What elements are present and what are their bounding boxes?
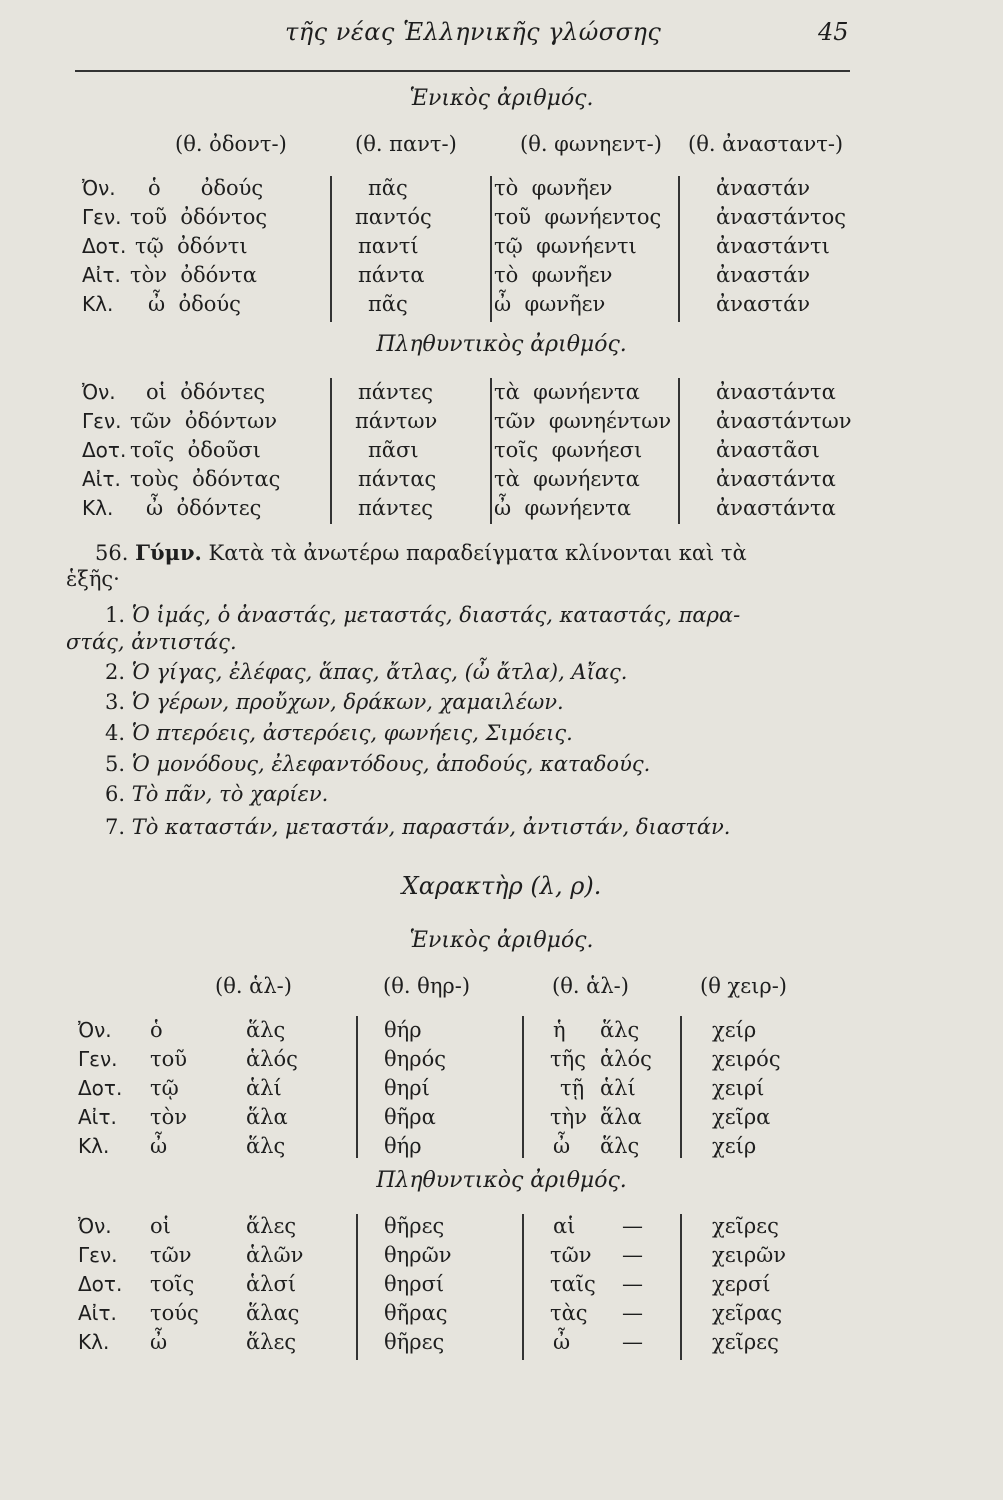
item-number: 3. bbox=[105, 690, 126, 714]
section-title-2: Χαρακτὴρ (λ, ρ). bbox=[401, 872, 602, 900]
cell: χεῖρα bbox=[712, 1105, 771, 1129]
case-label: Αἰτ. bbox=[82, 467, 121, 491]
stems-row-1 bbox=[0, 132, 1003, 162]
cell: ὦ ὀδούς bbox=[148, 292, 241, 316]
case-label: Ὀν. bbox=[78, 1018, 112, 1042]
article: ἡ bbox=[553, 1018, 566, 1042]
cell: θήρ bbox=[384, 1018, 422, 1042]
exercise-item bbox=[105, 782, 328, 806]
item-number: 2. bbox=[105, 660, 126, 684]
cell: χειρί bbox=[712, 1076, 765, 1100]
cell: θηρῶν bbox=[384, 1243, 452, 1267]
table-row bbox=[0, 1105, 1003, 1135]
cell: ἅλς bbox=[246, 1134, 286, 1158]
cell: τὰ φωνήεντα bbox=[494, 467, 640, 491]
article: οἱ bbox=[150, 1214, 171, 1238]
cell: χειρῶν bbox=[712, 1243, 787, 1267]
item-number: 5. bbox=[105, 752, 126, 776]
article: τῷ bbox=[150, 1076, 179, 1100]
cell: οἱ ὀδόντες bbox=[146, 380, 266, 404]
cell: τοῦ φωνήεντος bbox=[494, 205, 662, 229]
singular-heading-2: Ἑνικὸς ἀριθμός. bbox=[409, 928, 594, 953]
cell: ἅλα bbox=[600, 1105, 642, 1129]
cell: τῶν ὀδόντων bbox=[130, 409, 278, 433]
cell: τὰ φωνήεντα bbox=[494, 380, 640, 404]
item-text: Τὸ πᾶν, τὸ χαρίεν. bbox=[131, 782, 329, 806]
exercise-intro-cont: ἑξῆς· bbox=[66, 567, 120, 591]
stem: (θ. ἁλ-) bbox=[215, 974, 292, 998]
cell: τοῖς φωνήεσι bbox=[494, 438, 643, 462]
article: ὦ bbox=[150, 1134, 168, 1158]
case-label: Δοτ. bbox=[78, 1076, 123, 1100]
cell: — bbox=[622, 1301, 643, 1325]
cell: τῷ φωνήεντι bbox=[494, 234, 637, 258]
exercise-label: Γύμν. bbox=[135, 540, 202, 565]
table-row bbox=[0, 1018, 1003, 1048]
cell: πᾶς bbox=[368, 176, 408, 200]
cell: τοῖς ὀδοῦσι bbox=[130, 438, 261, 462]
table-row bbox=[0, 292, 1003, 322]
article: τοῖς bbox=[150, 1272, 195, 1296]
cell: ἅλς bbox=[600, 1018, 640, 1042]
exercise-item bbox=[105, 815, 730, 839]
exercise-item bbox=[105, 660, 627, 684]
case-label: Ὀν. bbox=[78, 1214, 112, 1238]
cell: πᾶσι bbox=[368, 438, 419, 462]
article: αἱ bbox=[553, 1214, 576, 1238]
cell: ἀναστάντα bbox=[716, 467, 836, 491]
stem: (θ. θηρ-) bbox=[383, 974, 471, 998]
cell: τοὺς ὀδόντας bbox=[130, 467, 281, 491]
cell: πάντα bbox=[358, 263, 425, 287]
item-text: Τὸ καταστάν, μεταστάν, παραστάν, ἀντιστάν, διαστάν. bbox=[131, 815, 731, 839]
case-label: Κλ. bbox=[78, 1330, 110, 1354]
cell: πάντες bbox=[358, 380, 434, 404]
cell: τὸ φωνῆεν bbox=[494, 176, 613, 200]
case-label: Αἰτ. bbox=[82, 263, 121, 287]
case-label: Ὀν. bbox=[82, 380, 116, 404]
item-text: στάς, ἀντιστάς. bbox=[66, 630, 237, 654]
exercise-item bbox=[105, 721, 573, 745]
article: τῶν bbox=[550, 1243, 592, 1267]
cell: τὸν ὀδόντα bbox=[130, 263, 257, 287]
article: τῇ bbox=[560, 1076, 585, 1100]
table-row bbox=[0, 1272, 1003, 1302]
cell: θῆρας bbox=[384, 1301, 448, 1325]
cell: ἅλα bbox=[246, 1105, 288, 1129]
singular-heading-1: Ἑνικὸς ἀριθμός. bbox=[409, 86, 594, 111]
cell: πᾶς bbox=[368, 292, 408, 316]
item-number: 7. bbox=[105, 815, 126, 839]
plural-heading-1: Πληθυντικὸς ἀριθμός. bbox=[376, 332, 627, 357]
page-number: 45 bbox=[818, 18, 849, 46]
header-rule bbox=[75, 70, 850, 72]
exercise-item bbox=[105, 603, 740, 627]
cell: θήρ bbox=[384, 1134, 422, 1158]
table-row bbox=[0, 205, 1003, 235]
cell: θηρί bbox=[384, 1076, 430, 1100]
stem: (θ. παντ-) bbox=[355, 132, 457, 156]
cell: πάντων bbox=[355, 409, 438, 433]
cell: ἁλός bbox=[246, 1047, 298, 1071]
cell: χείρ bbox=[712, 1134, 757, 1158]
cell: ἁλσί bbox=[246, 1272, 297, 1296]
stem: (θ. ὀδοντ-) bbox=[175, 132, 287, 156]
article: τοῦ bbox=[150, 1047, 188, 1071]
cell: ἅλας bbox=[246, 1301, 300, 1325]
table-row bbox=[0, 1301, 1003, 1331]
stem: (θ. ἁλ-) bbox=[552, 974, 629, 998]
table-row bbox=[0, 438, 1003, 468]
article: τὴν bbox=[550, 1105, 587, 1129]
running-title: τῆς νέας Ἑλληνικῆς γλώσσης bbox=[285, 18, 662, 46]
table-row bbox=[0, 467, 1003, 497]
cell: ὦ φωνήεντα bbox=[494, 496, 632, 520]
article: τὰς bbox=[550, 1301, 588, 1325]
table-row bbox=[0, 1134, 1003, 1164]
cell: παντί bbox=[358, 234, 419, 258]
cell: χεῖρας bbox=[712, 1301, 783, 1325]
case-label: Δοτ. bbox=[82, 438, 127, 462]
cell: παντός bbox=[355, 205, 432, 229]
table-row bbox=[0, 263, 1003, 293]
cell: ἅλς bbox=[246, 1018, 286, 1042]
cell: ἅλες bbox=[246, 1330, 297, 1354]
exercise-item bbox=[66, 630, 237, 654]
cell: ὁ ὀδούς bbox=[148, 176, 264, 200]
page-header bbox=[0, 14, 1003, 54]
exercise-intro-text: Κατὰ τὰ ἀνωτέρω παραδείγματα κλίνονται καὶ τὰ bbox=[201, 541, 747, 565]
cell: τοῦ ὀδόντος bbox=[130, 205, 268, 229]
cell: — bbox=[622, 1330, 643, 1354]
item-text: Ὁ μονόδους, ἐλεφαντόδους, ἀποδούς, καταδούς. bbox=[131, 752, 651, 776]
cell: ὦ ὀδόντες bbox=[146, 496, 262, 520]
cell: ἁλί bbox=[246, 1076, 282, 1100]
cell: ἀναστάντος bbox=[716, 205, 847, 229]
article: τῆς bbox=[550, 1047, 586, 1071]
exercise-number: 56. bbox=[95, 541, 129, 565]
cell: ἀναστάν bbox=[716, 176, 811, 200]
cell: θηρσί bbox=[384, 1272, 445, 1296]
cell: — bbox=[622, 1272, 643, 1296]
table-row bbox=[0, 176, 1003, 206]
cell: θῆρες bbox=[384, 1330, 445, 1354]
cell: — bbox=[622, 1214, 643, 1238]
stem: (θ. ἀνασταντ-) bbox=[688, 132, 844, 156]
case-label: Δοτ. bbox=[78, 1272, 123, 1296]
cell: ἀναστάντα bbox=[716, 496, 836, 520]
stem: (θ χειρ-) bbox=[700, 974, 787, 998]
cell: χεῖρες bbox=[712, 1214, 779, 1238]
item-text: Ὁ γέρων, προὔχων, δράκων, χαμαιλέων. bbox=[131, 690, 564, 714]
cell: ἀναστάντα bbox=[716, 380, 836, 404]
cell: χειρός bbox=[712, 1047, 781, 1071]
article: ὦ bbox=[553, 1134, 571, 1158]
exercise-intro bbox=[95, 540, 747, 565]
cell: ὦ φωνῆεν bbox=[494, 292, 606, 316]
cell: ἀναστᾶσι bbox=[716, 438, 820, 462]
article: τὸν bbox=[150, 1105, 188, 1129]
cell: ἀναστάν bbox=[716, 292, 811, 316]
case-label: Γεν. bbox=[82, 205, 122, 229]
table-row bbox=[0, 1076, 1003, 1106]
cell: χεῖρες bbox=[712, 1330, 779, 1354]
case-label: Κλ. bbox=[82, 496, 114, 520]
cell: ἀναστάντι bbox=[716, 234, 830, 258]
case-label: Δοτ. bbox=[82, 234, 127, 258]
stems-row-2 bbox=[0, 974, 1003, 1004]
item-text: Ὁ πτερόεις, ἀστερόεις, φωνήεις, Σιμόεις. bbox=[131, 721, 573, 745]
table-row bbox=[0, 409, 1003, 439]
cell: τῶν φωνηέντων bbox=[494, 409, 672, 433]
item-text: Ὁ γίγας, ἐλέφας, ἅπας, ἄτλας, (ὦ ἄτλα), Αἴας. bbox=[131, 660, 628, 684]
case-label: Αἰτ. bbox=[78, 1105, 117, 1129]
cell: ἀναστάντων bbox=[716, 409, 852, 433]
table-row bbox=[0, 496, 1003, 526]
cell: θηρός bbox=[384, 1047, 446, 1071]
article: ταῖς bbox=[550, 1272, 596, 1296]
article: ὁ bbox=[150, 1018, 163, 1042]
cell: ἁλί bbox=[600, 1076, 636, 1100]
cell: τῷ ὀδόντι bbox=[135, 234, 248, 258]
cell: θῆρες bbox=[384, 1214, 445, 1238]
cell: ἁλός bbox=[600, 1047, 652, 1071]
case-label: Αἰτ. bbox=[78, 1301, 117, 1325]
case-label: Γεν. bbox=[82, 409, 122, 433]
item-number: 4. bbox=[105, 721, 126, 745]
table-row bbox=[0, 1214, 1003, 1244]
cell: — bbox=[622, 1243, 643, 1267]
item-number: 1. bbox=[105, 603, 126, 627]
cell: ἀναστάν bbox=[716, 263, 811, 287]
cell: ἁλῶν bbox=[246, 1243, 304, 1267]
case-label: Γεν. bbox=[78, 1047, 118, 1071]
table-row bbox=[0, 234, 1003, 264]
article: τούς bbox=[150, 1301, 199, 1325]
item-text: Ὁ ἱμάς, ὁ ἀναστάς, μεταστάς, διαστάς, καταστάς, παρα- bbox=[131, 603, 741, 627]
cell: πάντας bbox=[358, 467, 437, 491]
case-label: Κλ. bbox=[78, 1134, 110, 1158]
case-label: Ὀν. bbox=[82, 176, 116, 200]
article: ὦ bbox=[150, 1330, 168, 1354]
cell: χερσί bbox=[712, 1272, 771, 1296]
case-label: Γεν. bbox=[78, 1243, 118, 1267]
table-row bbox=[0, 1243, 1003, 1273]
cell: πάντες bbox=[358, 496, 434, 520]
case-label: Κλ. bbox=[82, 292, 114, 316]
stem: (θ. φωνηεντ-) bbox=[520, 132, 662, 156]
article: ὦ bbox=[553, 1330, 571, 1354]
plural-heading-2: Πληθυντικὸς ἀριθμός. bbox=[376, 1168, 627, 1193]
table-row bbox=[0, 1330, 1003, 1360]
exercise-item bbox=[105, 690, 564, 714]
exercise-item bbox=[105, 752, 650, 776]
table-row bbox=[0, 1047, 1003, 1077]
table-row bbox=[0, 380, 1003, 410]
article: τῶν bbox=[150, 1243, 192, 1267]
cell: χείρ bbox=[712, 1018, 757, 1042]
cell: ἅλς bbox=[600, 1134, 640, 1158]
cell: θῆρα bbox=[384, 1105, 436, 1129]
cell: τὸ φωνῆεν bbox=[494, 263, 613, 287]
item-number: 6. bbox=[105, 782, 126, 806]
cell: ἅλες bbox=[246, 1214, 297, 1238]
